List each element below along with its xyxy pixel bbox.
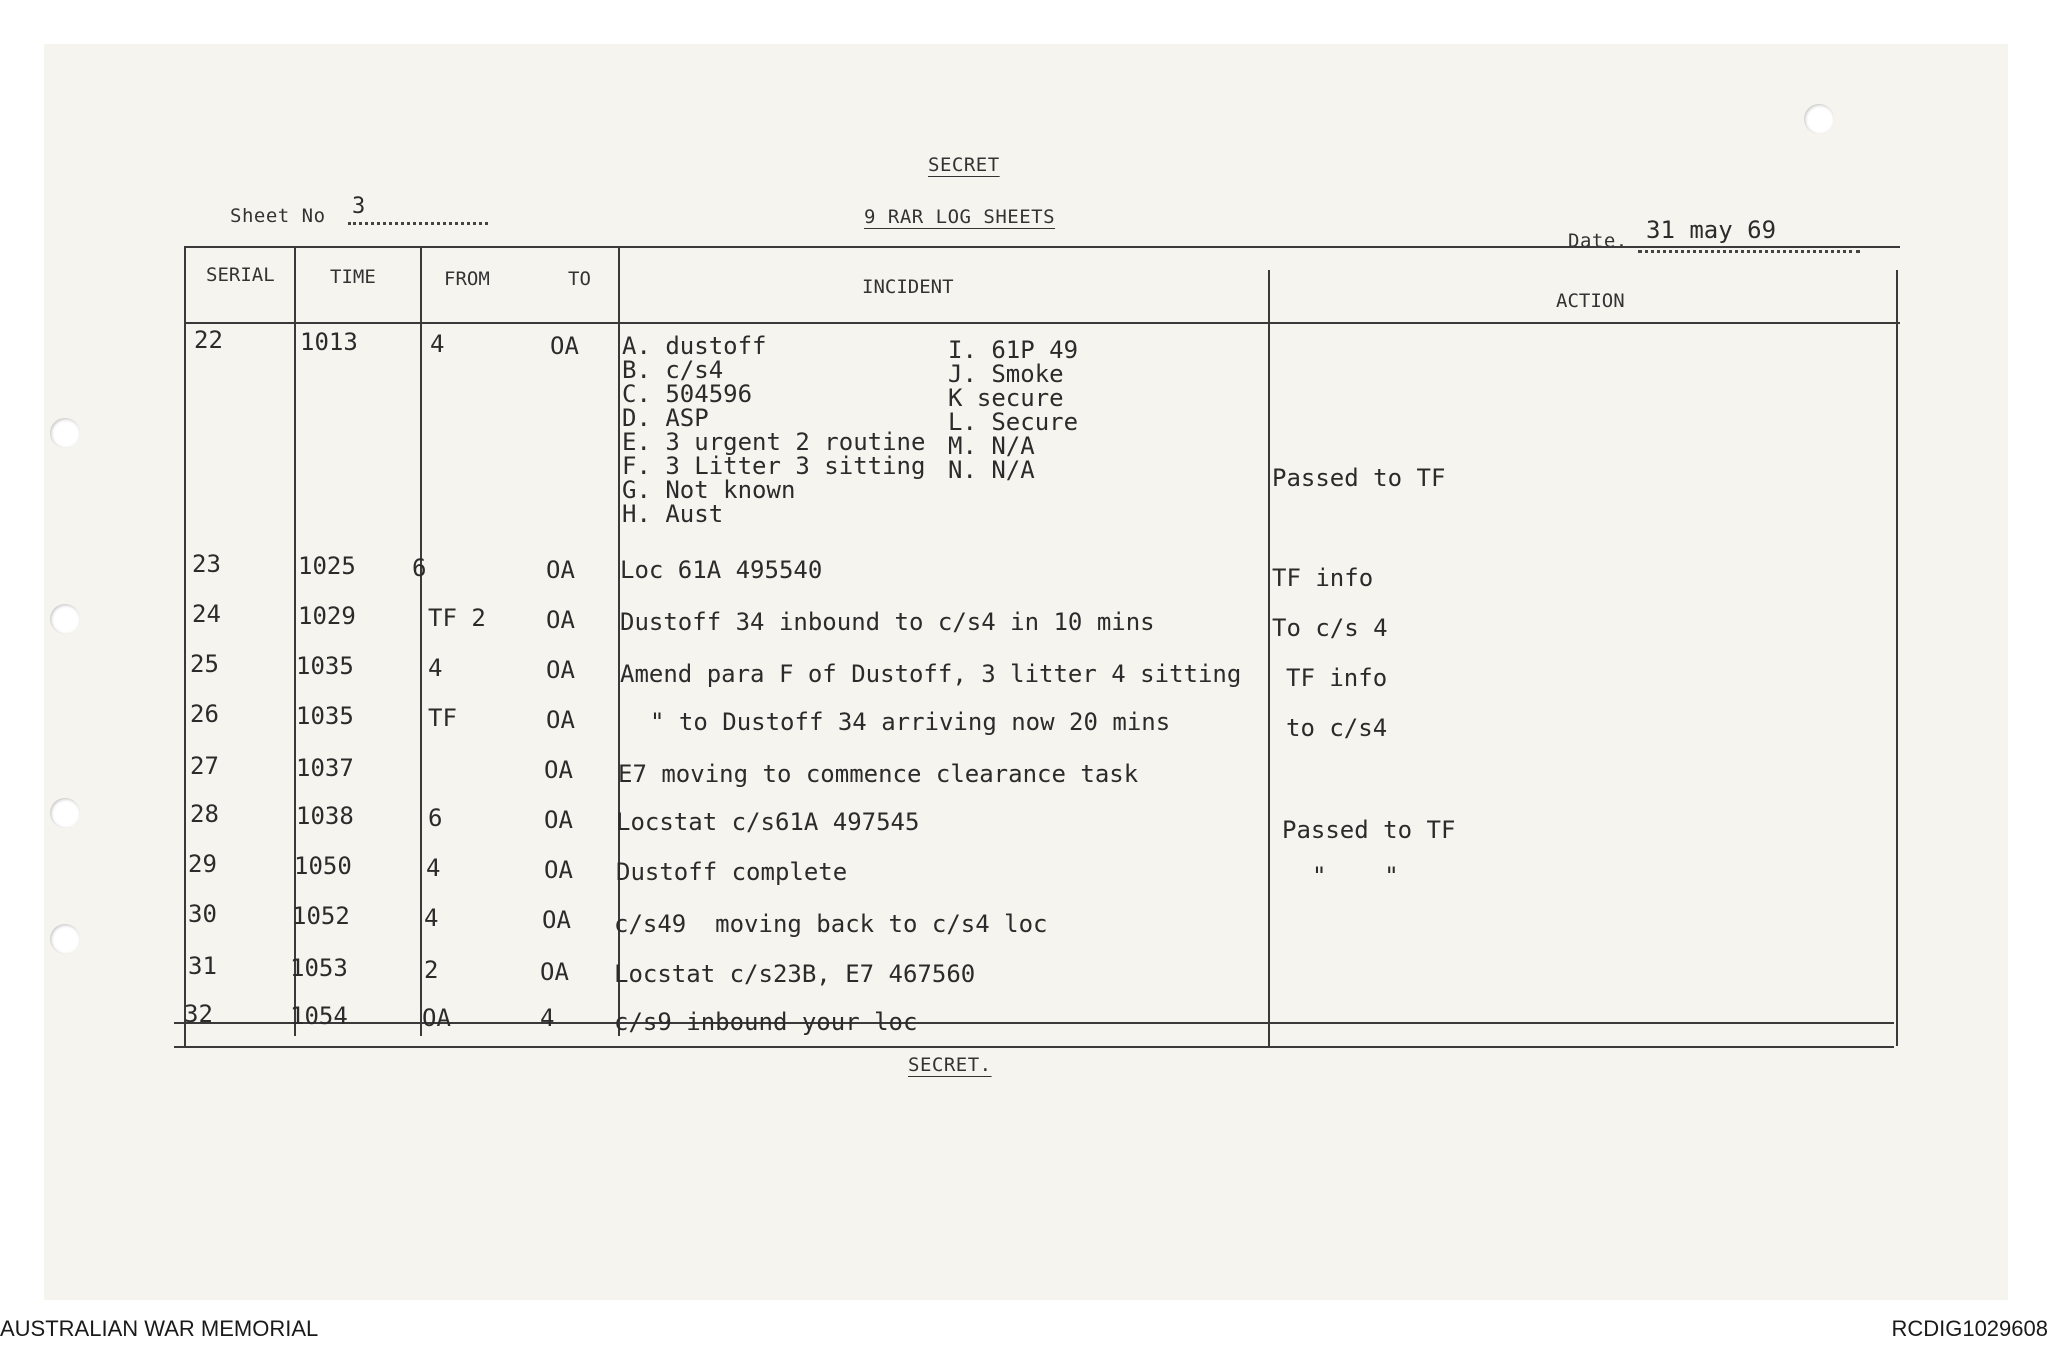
punch-hole — [1804, 104, 1834, 134]
entry-serial: 26 — [190, 700, 219, 728]
entry-time: 1054 — [290, 1002, 348, 1030]
entry-time: 1037 — [296, 754, 354, 782]
entry-action: TF info — [1286, 664, 1388, 692]
entry-from: OA — [422, 1004, 451, 1032]
col-header-incident: INCIDENT — [862, 276, 954, 298]
entry-incident: c/s9 inbound your loc — [614, 1008, 918, 1036]
entry-serial: 30 — [188, 900, 217, 928]
entry-time: 1052 — [292, 902, 350, 930]
entry-time: 1050 — [294, 852, 352, 880]
sheet-no-label: Sheet No — [230, 205, 326, 227]
sheet-no-value: 3 — [348, 194, 488, 225]
entry-incident: Dustoff 34 inbound to c/s4 in 10 mins — [620, 608, 1155, 636]
entry-from: 4 — [424, 904, 439, 932]
archive-ref: RCDIG1029608 — [1891, 1316, 2048, 1341]
entry-time: 1053 — [290, 954, 348, 982]
entry-to: OA — [544, 806, 573, 834]
entry-incident: Dustoff complete — [616, 858, 848, 886]
entry-serial: 28 — [190, 800, 219, 828]
incident-line: H. Aust — [622, 500, 724, 528]
entry-from: 4 — [430, 330, 445, 358]
entry-serial: 22 — [194, 326, 223, 354]
entry-from: 4 — [426, 854, 441, 882]
entry-incident: Locstat c/s23B, E7 467560 — [614, 960, 976, 988]
table-top-border — [184, 246, 1900, 248]
col-divider-action — [1268, 270, 1270, 1046]
entry-incident: Locstat c/s61A 497545 — [616, 808, 920, 836]
incident-line: M. N/A — [948, 432, 1035, 460]
entry-serial: 25 — [190, 650, 219, 678]
entry-to: OA — [544, 856, 573, 884]
incident-line: L. Secure — [948, 408, 1079, 436]
entry-from: TF — [428, 704, 457, 732]
entry-time: 1013 — [300, 328, 358, 356]
incident-line: N. N/A — [948, 456, 1035, 484]
incident-line: E. 3 urgent 2 routine — [622, 428, 926, 456]
date-label: Date. — [1568, 230, 1628, 252]
incident-line: A. dustoff — [622, 332, 767, 360]
entry-time: 1025 — [298, 552, 356, 580]
entry-incident: Loc 61A 495540 — [620, 556, 823, 584]
incident-line: K secure — [948, 384, 1064, 412]
entry-to: OA — [546, 556, 575, 584]
entry-incident: c/s49 moving back to c/s4 loc — [614, 910, 1048, 938]
entry-action: Passed to TF — [1272, 464, 1446, 492]
entry-from: 4 — [428, 654, 443, 682]
entry-to: OA — [544, 756, 573, 784]
date-value: 31 may 69 — [1646, 216, 1777, 244]
entry-time: 1035 — [296, 652, 354, 680]
entry-action: To c/s 4 — [1272, 614, 1388, 642]
classification-top: SECRET — [928, 154, 1000, 176]
entry-time: 1035 — [296, 702, 354, 730]
incident-line: G. Not known — [622, 476, 796, 504]
col-header-to: TO — [568, 268, 591, 290]
entry-serial: 31 — [188, 952, 217, 980]
col-header-from: FROM — [444, 268, 490, 290]
table-header-border — [184, 322, 1900, 324]
entry-serial: 32 — [184, 1000, 213, 1028]
incident-line: J. Smoke — [948, 360, 1064, 388]
col-header-time: TIME — [330, 266, 376, 288]
entry-time: 1038 — [296, 802, 354, 830]
punch-hole — [50, 924, 80, 954]
incident-line: B. c/s4 — [622, 356, 724, 384]
entry-to: 4 — [540, 1004, 555, 1032]
entry-incident: Amend para F of Dustoff, 3 litter 4 sitting — [620, 660, 1242, 688]
entry-from: 6 — [428, 804, 443, 832]
entry-serial: 24 — [192, 600, 221, 628]
entry-serial: 29 — [188, 850, 217, 878]
entry-action: Passed to TF — [1282, 816, 1456, 844]
entry-serial: 23 — [192, 550, 221, 578]
classification-bottom: SECRET. — [908, 1054, 992, 1076]
entry-to: OA — [546, 656, 575, 684]
table-right-border — [1896, 270, 1898, 1046]
entry-serial: 27 — [190, 752, 219, 780]
entry-to: OA — [550, 332, 579, 360]
col-header-action: ACTION — [1556, 290, 1625, 312]
entry-action: to c/s4 — [1286, 714, 1388, 742]
entry-action: " " — [1312, 862, 1399, 890]
entry-to: OA — [546, 606, 575, 634]
entry-to: OA — [540, 958, 569, 986]
col-header-serial: SERIAL — [206, 264, 275, 286]
entry-incident: " to Dustoff 34 arriving now 20 mins — [650, 708, 1171, 736]
entry-incident: E7 moving to commence clearance task — [618, 760, 1139, 788]
entry-from: TF 2 — [428, 604, 486, 632]
entry-time: 1029 — [298, 602, 356, 630]
entry-from: 6 — [412, 554, 427, 582]
punch-hole — [50, 604, 80, 634]
archive-org: AUSTRALIAN WAR MEMORIAL — [0, 1316, 319, 1341]
entry-to: OA — [542, 906, 571, 934]
entry-action: TF info — [1272, 564, 1374, 592]
punch-hole — [50, 418, 80, 448]
page-title: 9 RAR LOG SHEETS — [864, 206, 1056, 228]
incident-line: F. 3 Litter 3 sitting — [622, 452, 926, 480]
entry-from: 2 — [424, 956, 439, 984]
incident-line: D. ASP — [622, 404, 709, 432]
punch-hole — [50, 798, 80, 828]
table-left-border — [184, 246, 186, 1046]
table-bottom-border-2 — [174, 1046, 1894, 1048]
entry-to: OA — [546, 706, 575, 734]
incident-line: C. 504596 — [622, 380, 753, 408]
incident-line: I. 61P 49 — [948, 336, 1079, 364]
col-divider-time — [420, 246, 422, 1036]
